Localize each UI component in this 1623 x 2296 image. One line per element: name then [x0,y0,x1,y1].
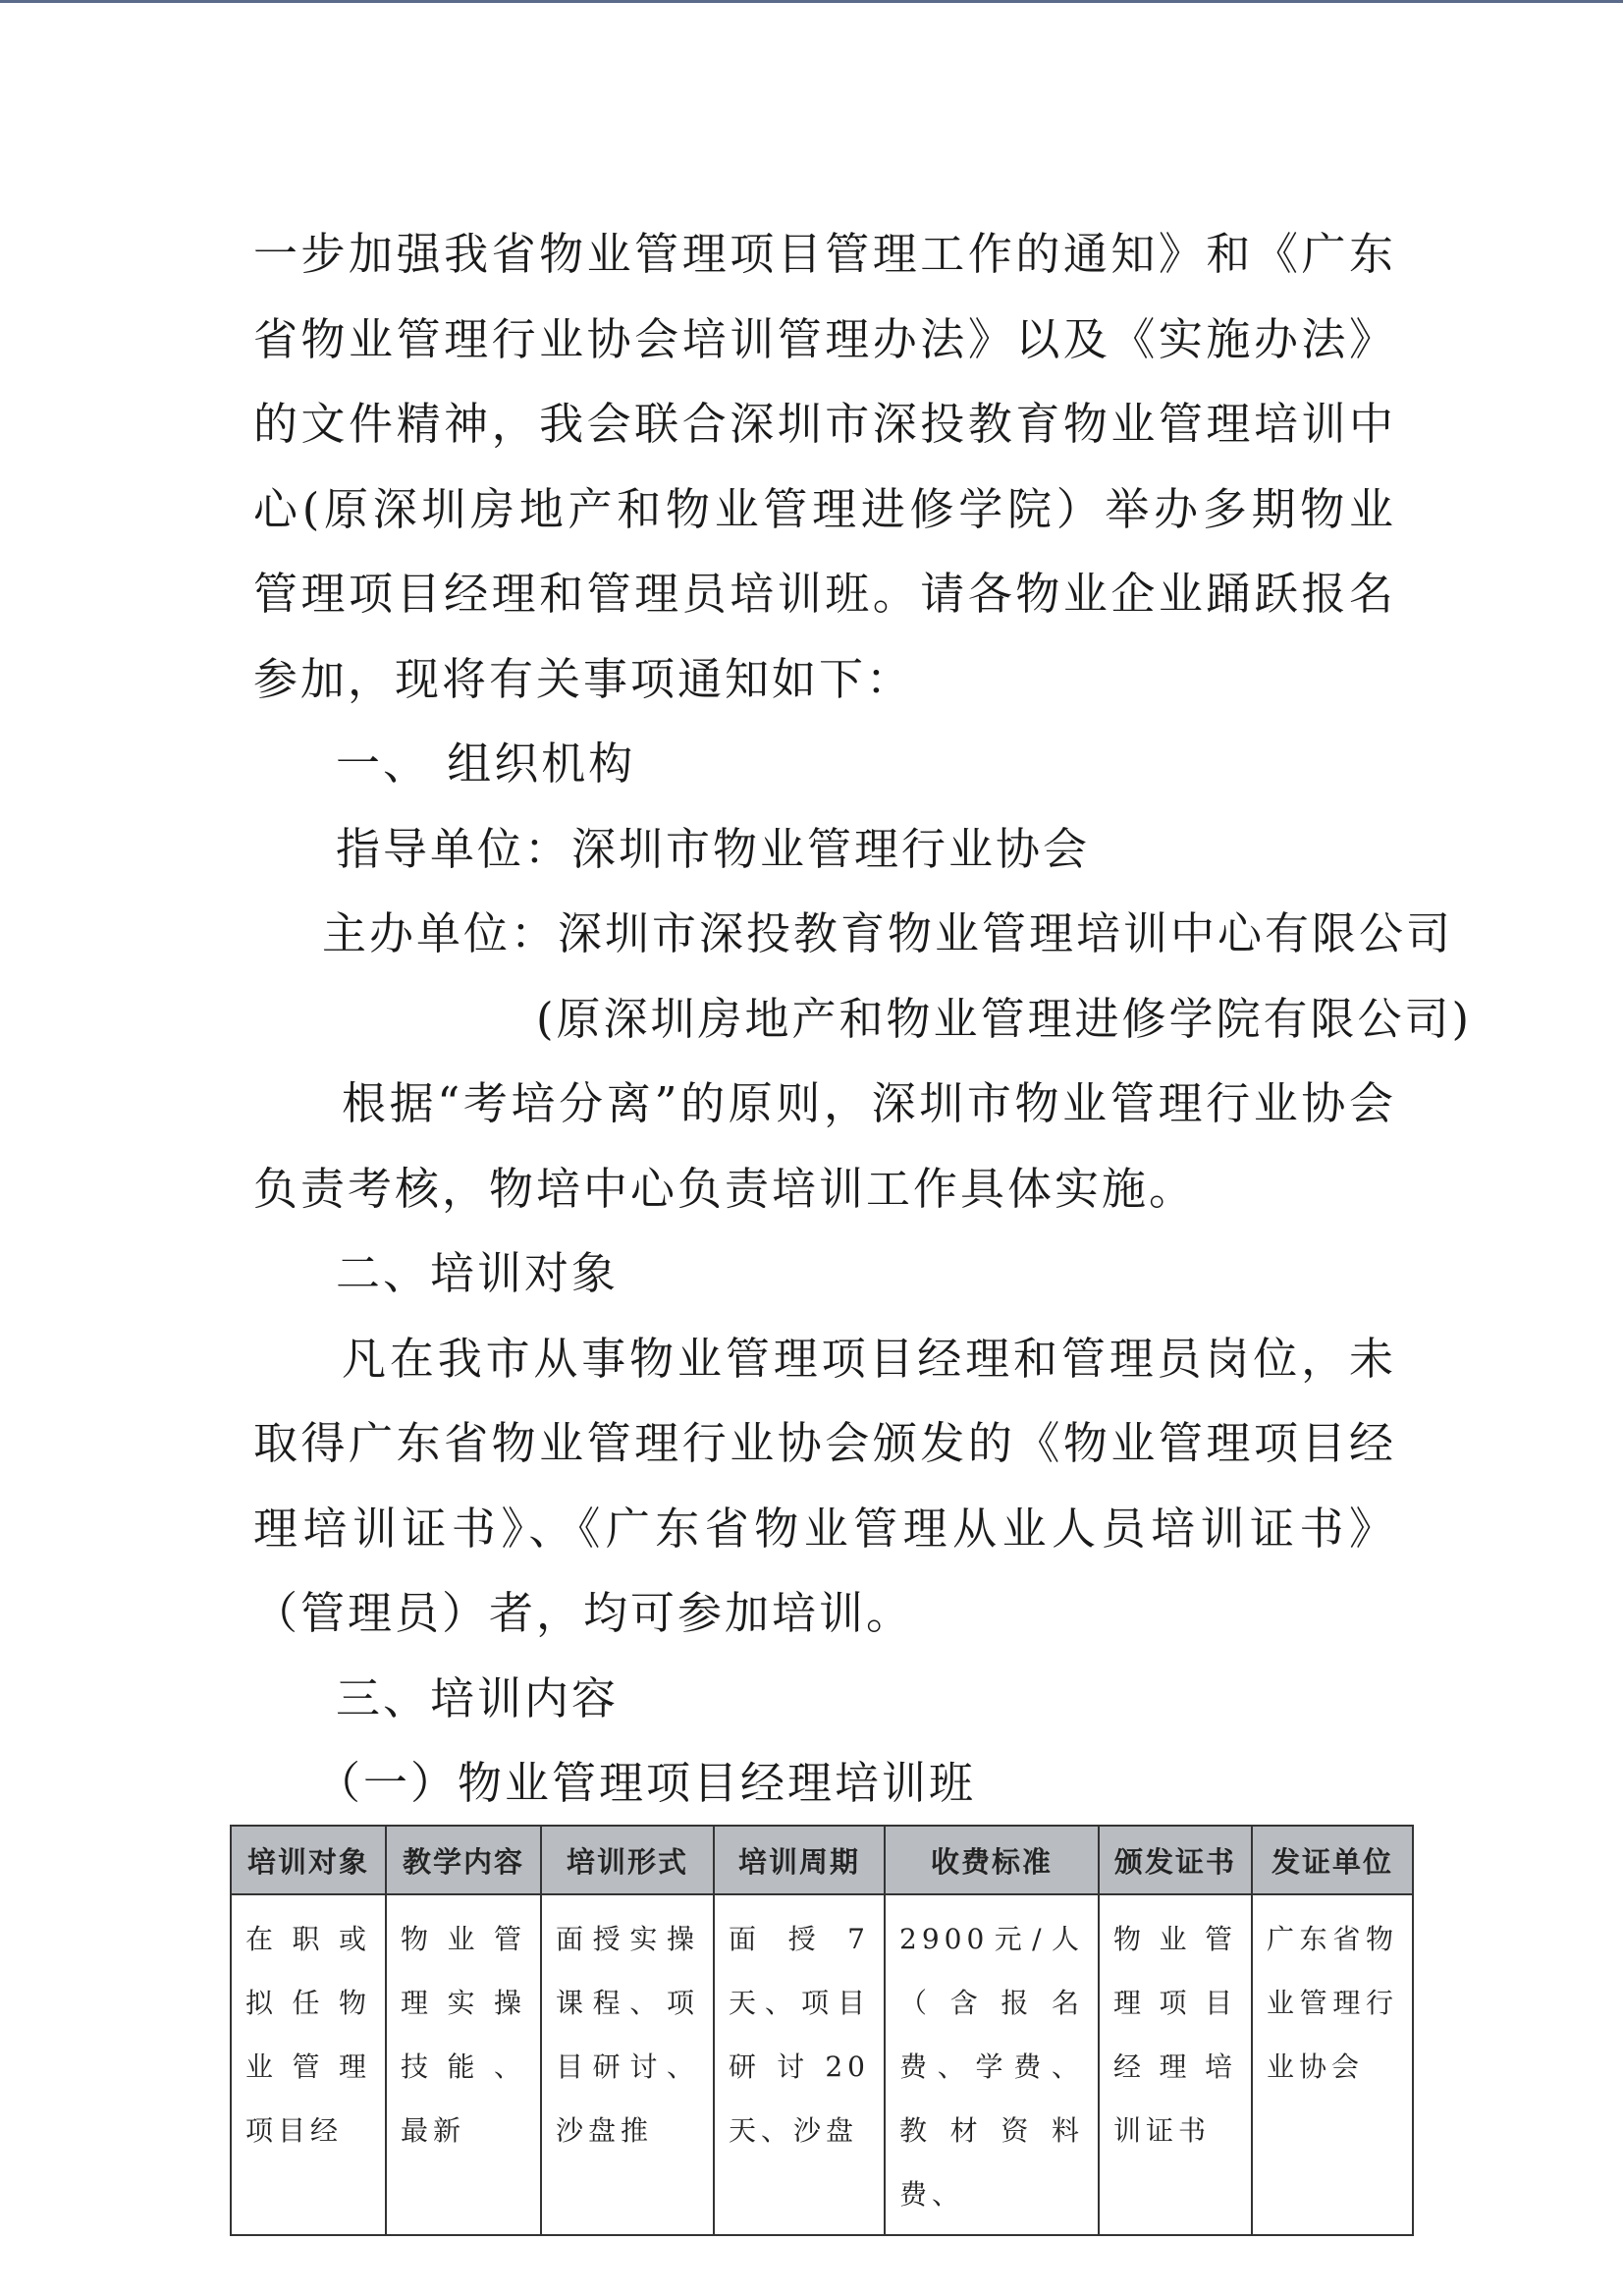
cell-certificate: 物业管理项目经理培训证书 [1099,1894,1252,2235]
host-unit-value: 深圳市深投教育物业管理培训中心有限公司 [558,907,1454,959]
header-cell-format: 培训形式 [541,1826,714,1894]
header-cell-content: 教学内容 [386,1826,541,1894]
host-unit-label: 主办单位： [322,907,559,959]
scan-top-edge [0,0,1623,3]
section-1-heading: 一、 组织机构 [336,738,636,790]
header-cell-target: 培训对象 [231,1826,386,1894]
trainees-paragraph: 凡在我市从事物业管理项目经理和管理员岗位，未取得广东省物业管理行业协会颁发的《物业管理项目经理培训证书》、《广东省物业管理从业人员培训证书》（管理员）者，均可参加培训。 [253,1332,1396,1639]
header-cell-period: 培训周期 [714,1826,885,1894]
intro-paragraph: 一步加强我省物业管理项目管理工作的通知》和《广东省物业管理行业协会培训管理办法》以及《实施办法》的文件精神，我会联合深圳市深投教育物业管理培训中心(原深圳房地产和物业管理进修学院）举办多期物业管理项目经理和管理员培训班。请各物业企业踊跃报名参加，现将有关事项通知如下： [253,228,1396,705]
guide-unit-line [253,807,1396,893]
table-row [231,1894,1413,2235]
section-3-heading: 三、培训内容 [336,1671,620,1724]
cell-target: 在职或拟任物业管理项目经 [231,1894,386,2235]
cell-format: 面授实操课程、项目研讨、沙盘推 [541,1894,714,2235]
principle-paragraph: 根据“考培分离”的原则，深圳市物业管理行业协会负责考核，物培中心负责培训工作具体实施。 [253,1077,1396,1215]
host-unit-former-name: (原深圳房地产和物业管理进修学院有限公司) [536,992,1473,1045]
host-unit-line [253,892,1454,977]
header-cell-fee: 收费标准 [885,1826,1099,1894]
cell-fee: 2900元/人（含报名费、学费、教材资料费、 [885,1894,1099,2235]
header-cell-certificate: 颁发证书 [1099,1826,1252,1894]
section-2-heading: 二、培训对象 [336,1247,620,1299]
table-header-row [231,1826,1413,1894]
header-cell-issuer: 发证单位 [1252,1826,1413,1894]
cell-content: 物业管理实操技能、最新 [386,1894,541,2235]
cell-period: 面授7天、项目研讨20天、沙盘 [714,1894,885,2235]
section-3-subheading: （一）物业管理项目经理培训班 [316,1757,977,1809]
cell-issuer: 广东省物业管理行业协会 [1252,1894,1413,2235]
guide-unit-value: 深圳市物业管理行业协会 [571,822,1091,875]
training-table [230,1825,1414,2236]
document-body [253,212,1473,1827]
guide-unit-label: 指导单位： [336,822,572,875]
